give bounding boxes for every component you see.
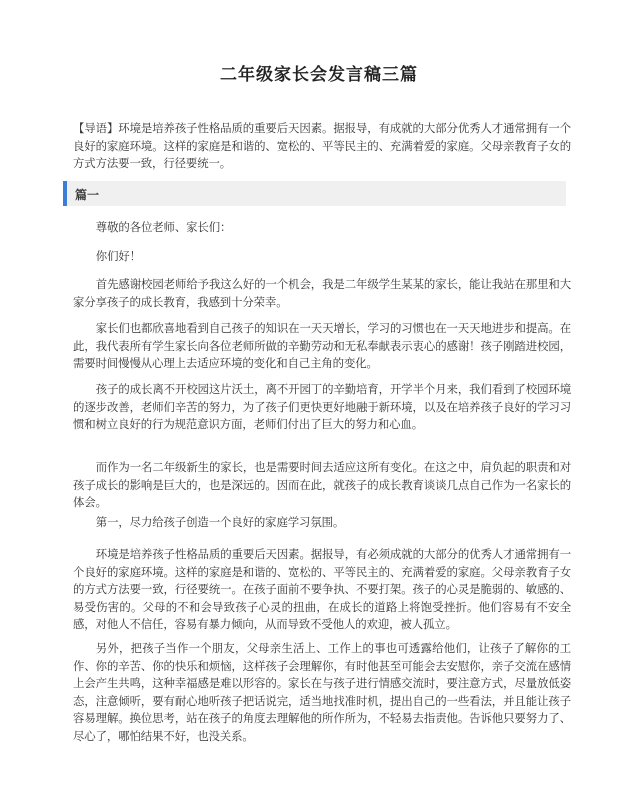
paragraph-school: 孩子的成长离不开校园这片沃土，离不开园丁的辛勤培育，开学半个月来，我们看到了校园环境的逐步改善，老师们辛苦的努力，为了孩子们更快更好地融于新环境，以及在培养孩子良好的学习习惯和树立良好的行为规范意识方面，老师们付出了巨大的努力和心血。 — [73, 382, 571, 431]
intro-paragraph: 【导语】环境是培养孩子性格品质的重要后天因素。据报导，有成就的大部分优秀人才通常拥有一个良好的家庭环境。这样的家庭是和谐的、宽松的、平等民主的、充满着爱的家庭。父母亲教育子女的方式方法要一致，行径要统一。 — [73, 121, 571, 170]
paragraph-salutation: 尊敬的各位老师、家长们： — [95, 220, 232, 234]
paragraph-thanks: 首先感谢校园老师给予我这么好的一个机会，我是二年级学生某某的家长，能让我站在那里和大家分享孩子的成长教育，我感到十分荣幸。 — [73, 277, 571, 309]
document-title: 二年级家长会发言稿三篇 — [220, 65, 418, 85]
paragraph-greeting: 你们好！ — [95, 249, 141, 263]
paragraph-point-one: 第一，尽力给孩子创造一个良好的家庭学习氛围。 — [95, 515, 345, 529]
section-title: 篇一 — [75, 188, 100, 202]
paragraph-environment: 环境是培养孩子性格品质的重要后天因素。据报导，有必须成就的大部分的优秀人才通常拥有一个良好的家庭环境。这样的家庭是和谐的、宽松的、平等民主的、充满着爱的家庭。父母亲教育子女的方式方法要一致，行径要统一。在孩子面前不要争执、不要打架。孩子的心灵是脆弱的、敏感的、易受伤害的。父母的不和会导致孩子心灵的扭曲，在成长的道路上将饱受挫折。他们容易有不安全感，对他人不信任，容易有暴力倾向，从而导致不受他人的欢迎，被人孤立。 — [73, 547, 571, 631]
paragraph-progress: 家长们也都欣喜地看到自己孩子的知识在一天天增长，学习的习惯也在一天天地进步和提高。在此，我代表所有学生家长向各位老师所做的辛勤劳动和无私奉献表示衷心的感谢！孩子刚踏进校园，需要时间慢慢从心理上去适应环境的变化和自己主角的变化。 — [73, 321, 571, 370]
paragraph-parent-role: 而作为一名二年级新生的家长，也是需要时间去适应这所有变化。在这之中，肩负起的职责和对孩子成长的影响是巨大的，也是深远的。因而在此，就孩子的成长教育谈谈几点自己作为一名家长的体会。 — [73, 460, 571, 509]
paragraph-friendship: 另外，把孩子当作一个朋友，父母亲生活上、工作上的事也可透露给他们，让孩子了解你的工作、你的辛苦、你的快乐和烦恼，这样孩子会理解你，有时他甚至可能会去安慰你，亲子交流在感情上会产生共鸣，这种幸福感是难以形容的。家长在与孩子进行情感交流时，要注意方式，尽量放低姿态，注意倾听，要有耐心地听孩子把话说完，适当地找准时机，提出自己的一些看法，并且能让孩子容易理解。换位思考，站在孩子的角度去理解他的所作所为，不轻易去指责他。告诉他只要努力了、尽心了，哪怕结果不好，也没关系。 — [73, 641, 571, 743]
section-header — [63, 181, 566, 206]
